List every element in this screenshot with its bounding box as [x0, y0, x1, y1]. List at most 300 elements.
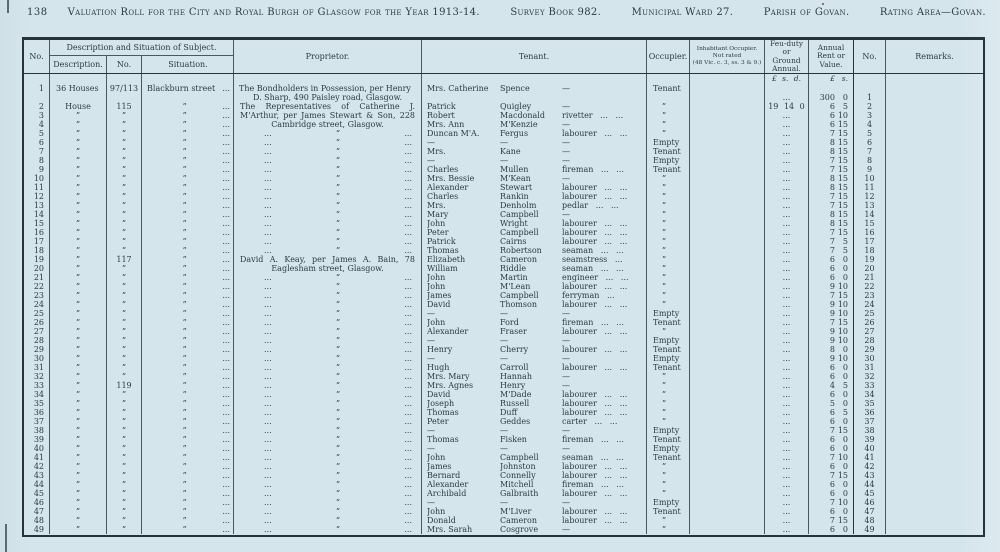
cell-no: 23: [24, 291, 50, 300]
situation-text: ”: [182, 471, 187, 480]
cell-occupier: ”: [647, 489, 690, 498]
cell-occupier: Empty: [647, 156, 690, 165]
cell-no: 49: [24, 525, 50, 534]
rent-pounds: 4: [829, 381, 835, 390]
rent-shillings: 15: [837, 210, 848, 219]
cell-tenant: [422, 156, 647, 165]
cell-tenant: [422, 201, 647, 210]
leader-dots: ...: [404, 327, 412, 336]
cell-proprietor: [234, 228, 422, 237]
cell-proprietor: [234, 363, 422, 372]
cell-annual-rent: [809, 192, 854, 201]
cell-no: 3: [24, 111, 50, 120]
cell-no: 39: [24, 435, 50, 444]
cell-remarks: [886, 309, 983, 318]
leader-dots: ...: [404, 363, 412, 372]
tenant-forename: John: [427, 219, 446, 228]
tenant-surname: Mitchell: [500, 480, 534, 489]
leader-dots: ...: [222, 219, 230, 228]
ditto-mark: ”: [335, 480, 341, 489]
tenant-surname: —: [500, 336, 508, 345]
cell-inhabitant-occupier: [690, 381, 765, 390]
cell-situation: [142, 354, 234, 363]
ditto-mark: ”: [335, 174, 341, 183]
rent-shillings: 0: [842, 444, 848, 453]
rent-pounds: 8: [829, 345, 835, 354]
cell-situation: [142, 390, 234, 399]
cell-situation: [142, 183, 234, 192]
cell-occupier: Empty: [647, 498, 690, 507]
tenant-surname: Fisken: [500, 435, 527, 444]
page-header: [27, 7, 986, 18]
proprietor-ditto: [234, 498, 421, 507]
cell-remarks: [886, 345, 983, 354]
rent-pounds: 9: [829, 327, 835, 336]
leader-dots: ...: [404, 408, 412, 417]
cell-tenant: [422, 237, 647, 246]
cell-inhabitant-occupier: [690, 318, 765, 327]
situation-text: Blackburn street: [147, 83, 216, 93]
cell-no-right: 5: [854, 129, 886, 138]
cell-occupier: Empty: [647, 309, 690, 318]
cell-occupier: ”: [647, 246, 690, 255]
leader-dots: ...: [222, 228, 230, 237]
leader-dots: ...: [264, 246, 272, 255]
tenant-surname: Denholm: [500, 201, 537, 210]
page-title: [68, 7, 986, 18]
header-description: Description.: [50, 56, 107, 73]
ditto-mark: ”: [335, 300, 341, 309]
tenant-surname: Fraser: [500, 327, 527, 336]
cell-occupier: ”: [647, 300, 690, 309]
rent-pounds: 6: [829, 255, 835, 264]
cell-remarks: [886, 147, 983, 156]
cell-tenant: [422, 183, 647, 192]
rent-pounds: 7: [829, 192, 835, 201]
cell-situation: [142, 489, 234, 498]
situation-text: ”: [182, 192, 187, 201]
tenant-surname: M'Liver: [500, 507, 532, 516]
table-row: [24, 255, 983, 264]
leader-dots: ...: [222, 336, 230, 345]
cell-feu-duty: ...: [765, 138, 809, 147]
rent-shillings: 10: [837, 282, 848, 291]
cell-proprietor: [234, 426, 422, 435]
rent-shillings: 15: [837, 165, 848, 174]
cell-occupier: ”: [647, 327, 690, 336]
cell-street-no: ”: [107, 417, 142, 426]
cell-no-right: 17: [854, 237, 886, 246]
cell-remarks: [886, 120, 983, 129]
rent-shillings: 10: [837, 300, 848, 309]
cell-proprietor: [234, 174, 422, 183]
table-row: [24, 156, 983, 165]
cell-occupier: ”: [647, 291, 690, 300]
situation-text: ”: [182, 111, 187, 120]
cell-description: ”: [50, 507, 107, 516]
cell-feu-duty: ...: [765, 201, 809, 210]
cell-situation: [142, 363, 234, 372]
cell-no: 10: [24, 174, 50, 183]
cell-tenant: [422, 525, 647, 534]
cell-tenant: [422, 174, 647, 183]
cell-occupier: ”: [647, 129, 690, 138]
table-row: [24, 264, 983, 273]
cell-occupier: ”: [647, 210, 690, 219]
tenant-occupation: carter ... ...: [562, 417, 618, 426]
cell-proprietor: [234, 246, 422, 255]
leader-dots: ...: [404, 426, 412, 435]
valuation-table: [22, 37, 985, 537]
cell-occupier: ”: [647, 399, 690, 408]
header-desc-group: [50, 40, 234, 73]
cell-description: ”: [50, 489, 107, 498]
cell-description: ”: [50, 174, 107, 183]
leader-dots: ...: [222, 363, 230, 372]
cell-annual-rent: [809, 507, 854, 516]
cell-no: 44: [24, 480, 50, 489]
situation-text: ”: [182, 480, 187, 489]
cell-annual-rent: [809, 219, 854, 228]
table-row: [24, 282, 983, 291]
leader-dots: ...: [404, 210, 412, 219]
cell-tenant: [422, 426, 647, 435]
tenant-surname: Galbraith: [500, 489, 539, 498]
units-cell: [647, 74, 690, 84]
table-row: [24, 201, 983, 210]
cell-occupier: ”: [647, 273, 690, 282]
cell-inhabitant-occupier: [690, 453, 765, 462]
cell-remarks: [886, 183, 983, 192]
tenant-occupation: labourer ... ...: [562, 327, 628, 336]
situation-text: ”: [182, 129, 187, 138]
table-row: [24, 525, 983, 534]
ditto-mark: ”: [335, 417, 341, 426]
cell-no: 16: [24, 228, 50, 237]
units-cell: [690, 74, 765, 84]
leader-dots: ...: [264, 408, 272, 417]
cell-no-right: 42: [854, 462, 886, 471]
cell-annual-rent: [809, 480, 854, 489]
tenant-forename: —: [427, 498, 435, 507]
situation-text: ”: [182, 489, 187, 498]
page-title-main: Valuation Roll for the City and Royal Burgh of Glasgow for the Year 1913-14.: [67, 7, 480, 18]
cell-no-right: 46: [854, 498, 886, 507]
cell-situation: [142, 345, 234, 354]
tenant-forename: —: [427, 336, 435, 345]
leader-dots: ...: [222, 408, 230, 417]
leader-dots: ...: [264, 219, 272, 228]
cell-description: ”: [50, 273, 107, 282]
situation-text: ”: [182, 363, 187, 372]
leader-dots: ...: [264, 174, 272, 183]
leader-dots: ...: [264, 156, 272, 165]
cell-feu-duty: ...: [765, 417, 809, 426]
tenant-forename: David: [427, 300, 451, 309]
tenant-occupation: labourer ... ...: [562, 183, 628, 192]
table-row: [24, 291, 983, 300]
ditto-mark: ”: [335, 273, 341, 282]
tenant-forename: John: [427, 282, 446, 291]
cell-annual-rent: [809, 453, 854, 462]
ditto-mark: ”: [335, 408, 341, 417]
tenant-occupation: labourer ... ...: [562, 237, 628, 246]
cell-tenant: [422, 102, 647, 111]
ditto-mark: ”: [335, 471, 341, 480]
leader-dots: ...: [264, 435, 272, 444]
cell-occupier: Empty: [647, 354, 690, 363]
header-desc-subrow: [50, 56, 233, 73]
tenant-occupation: fireman ... ...: [562, 435, 624, 444]
ditto-mark: ”: [335, 381, 341, 390]
cell-annual-rent: [809, 426, 854, 435]
table-row: [24, 120, 983, 129]
cell-no-right: 28: [854, 336, 886, 345]
situation-text: ”: [182, 219, 187, 228]
tenant-forename: Mary: [427, 210, 449, 219]
cell-no-right: 4: [854, 120, 886, 129]
cell-feu-duty: ...: [765, 129, 809, 138]
cell-feu-duty: ...: [765, 147, 809, 156]
rent-pounds: 6: [829, 417, 835, 426]
cell-tenant: [422, 291, 647, 300]
tenant-surname: Thomson: [500, 300, 537, 309]
cell-no-right: 1: [854, 84, 886, 103]
cell-street-no: ”: [107, 246, 142, 255]
leader-dots: ...: [404, 498, 412, 507]
leader-dots: ...: [404, 165, 412, 174]
leader-dots: ...: [264, 516, 272, 525]
rent-pounds: 8: [829, 183, 835, 192]
cell-feu-duty: ...: [765, 480, 809, 489]
cell-remarks: [886, 507, 983, 516]
cell-tenant: [422, 318, 647, 327]
cell-inhabitant-occupier: [690, 435, 765, 444]
tenant-surname: Stewart: [500, 183, 533, 192]
cell-situation: [142, 246, 234, 255]
rent-shillings: 10: [837, 336, 848, 345]
situation-text: ”: [182, 183, 187, 192]
tenant-forename: Alexander: [427, 183, 469, 192]
cell-street-no: 97/113: [107, 84, 142, 103]
cell-inhabitant-occupier: [690, 498, 765, 507]
leader-dots: ...: [264, 318, 272, 327]
situation-text: ”: [182, 255, 187, 264]
cell-street-no: ”: [107, 300, 142, 309]
tenant-forename: Mrs.: [427, 201, 446, 210]
cell-street-no: ”: [107, 201, 142, 210]
cell-tenant: [422, 336, 647, 345]
proprietor-ditto: [234, 300, 421, 309]
cell-feu-duty: ...: [765, 156, 809, 165]
cell-no: 21: [24, 273, 50, 282]
rent-shillings: 10: [837, 498, 848, 507]
cell-proprietor: [234, 444, 422, 453]
table-row: [24, 426, 983, 435]
cell-no: 11: [24, 183, 50, 192]
cell-no: 40: [24, 444, 50, 453]
cell-street-no: ”: [107, 444, 142, 453]
tenant-occupation: seaman ... ...: [562, 264, 624, 273]
header-inhabitant-line2: Not rated: [712, 53, 742, 60]
cell-situation: [142, 408, 234, 417]
proprietor-ditto: [234, 156, 421, 165]
cell-feu-duty: ...: [765, 291, 809, 300]
cell-annual-rent: [809, 462, 854, 471]
cell-description: ”: [50, 498, 107, 507]
leader-dots: ...: [404, 273, 412, 282]
units-rent-shillings: s.: [841, 74, 848, 84]
situation-text: ”: [182, 300, 187, 309]
cell-proprietor: [234, 147, 422, 156]
header-feu-duty: Feu-duty or Ground Annual.: [765, 40, 809, 73]
leader-dots: ...: [404, 237, 412, 246]
leader-dots: ...: [222, 471, 230, 480]
leader-dots: ...: [222, 498, 230, 507]
tenant-surname: Cherry: [500, 345, 529, 354]
ditto-mark: ”: [335, 210, 341, 219]
tenant-forename: Peter: [427, 228, 449, 237]
cell-no: 29: [24, 345, 50, 354]
cell-proprietor: [234, 507, 422, 516]
table-row: [24, 174, 983, 183]
tenant-occupation: —: [562, 336, 570, 345]
leader-dots: ...: [222, 426, 230, 435]
rent-pounds: 7: [829, 498, 835, 507]
cell-proprietor: [234, 372, 422, 381]
cell-situation: [142, 507, 234, 516]
leader-dots: ...: [222, 83, 230, 93]
situation-text: ”: [182, 156, 187, 165]
municipal-ward-label: Municipal Ward 27.: [631, 7, 734, 18]
cell-annual-rent: [809, 120, 854, 129]
table-row: [24, 435, 983, 444]
rent-shillings: 0: [842, 264, 848, 273]
tenant-surname: Johnston: [500, 462, 536, 471]
rent-shillings: 15: [837, 174, 848, 183]
situation-text: ”: [182, 399, 187, 408]
cell-situation: [142, 237, 234, 246]
tenant-forename: —: [427, 138, 435, 147]
ditto-mark: ”: [335, 201, 341, 210]
cell-inhabitant-occupier: [690, 273, 765, 282]
proprietor-ditto: [234, 282, 421, 291]
situation-text: ”: [182, 390, 187, 399]
tenant-occupation: seaman ... ...: [562, 246, 624, 255]
tenant-occupation: seaman ... ...: [562, 453, 624, 462]
cell-description: ”: [50, 363, 107, 372]
rent-pounds: 6: [829, 390, 835, 399]
tenant-occupation: pedlar ... ...: [562, 201, 619, 210]
proprietor-text: The Representatives of Catherine J.: [240, 102, 415, 111]
ditto-mark: ”: [335, 309, 341, 318]
cell-feu-duty: ...: [765, 489, 809, 498]
proprietor-ditto: [234, 327, 421, 336]
header-inhabitant-line3: (48 Vic. c. 3, ss. 3 & 9.): [692, 59, 762, 66]
leader-dots: ...: [404, 489, 412, 498]
header-no: No.: [24, 40, 50, 73]
cell-occupier: Tenant: [647, 363, 690, 372]
rent-pounds: 5: [829, 399, 835, 408]
cell-proprietor: [234, 120, 422, 129]
situation-text: ”: [182, 147, 187, 156]
cell-inhabitant-occupier: [690, 282, 765, 291]
leader-dots: ...: [264, 228, 272, 237]
cell-remarks: [886, 255, 983, 264]
cell-annual-rent: [809, 255, 854, 264]
rent-pounds: 9: [829, 300, 835, 309]
tenant-forename: Mrs. Ann: [427, 120, 465, 129]
cell-no: 32: [24, 372, 50, 381]
cell-annual-rent: [809, 390, 854, 399]
leader-dots: ...: [404, 282, 412, 291]
rent-pounds: 6: [829, 273, 835, 282]
rent-shillings: 0: [842, 273, 848, 282]
cell-no: 42: [24, 462, 50, 471]
leader-dots: ...: [222, 516, 230, 525]
cell-feu-duty: ...: [765, 120, 809, 129]
scan-speck: [822, 3, 824, 5]
leader-dots: ...: [404, 444, 412, 453]
leader-dots: ...: [264, 426, 272, 435]
cell-no: 37: [24, 417, 50, 426]
situation-text: ”: [182, 426, 187, 435]
leader-dots: ...: [264, 129, 272, 138]
cell-street-no: ”: [107, 219, 142, 228]
tenant-forename: John: [427, 507, 446, 516]
cell-occupier: ”: [647, 480, 690, 489]
cell-occupier: Tenant: [647, 147, 690, 156]
cell-no-right: 35: [854, 399, 886, 408]
cell-no: 17: [24, 237, 50, 246]
rent-shillings: 0: [842, 255, 848, 264]
cell-occupier: Tenant: [647, 84, 690, 103]
cell-description: ”: [50, 417, 107, 426]
cell-proprietor: [234, 255, 422, 264]
cell-inhabitant-occupier: [690, 111, 765, 120]
tenant-surname: —: [500, 138, 508, 147]
proprietor-ditto: [234, 228, 421, 237]
cell-description: ”: [50, 399, 107, 408]
tenant-occupation: —: [562, 120, 570, 129]
ditto-mark: ”: [335, 228, 341, 237]
cell-description: ”: [50, 228, 107, 237]
cell-occupier: ”: [647, 219, 690, 228]
tenant-occupation: labourer ... ...: [562, 300, 628, 309]
cell-no: 30: [24, 354, 50, 363]
cell-proprietor: [234, 300, 422, 309]
situation-text: ”: [182, 291, 187, 300]
cell-inhabitant-occupier: [690, 165, 765, 174]
cell-remarks: [886, 381, 983, 390]
cell-inhabitant-occupier: [690, 354, 765, 363]
cell-tenant: [422, 111, 647, 120]
proprietor-ditto: [234, 201, 421, 210]
leader-dots: ...: [404, 201, 412, 210]
cell-street-no: ”: [107, 273, 142, 282]
cell-tenant: [422, 210, 647, 219]
units-row: [24, 74, 983, 84]
rent-shillings: 0: [842, 363, 848, 372]
cell-proprietor: [234, 84, 422, 103]
cell-description: ”: [50, 183, 107, 192]
cell-proprietor: [234, 399, 422, 408]
cell-occupier: Tenant: [647, 165, 690, 174]
cell-feu-duty: ...: [765, 507, 809, 516]
cell-remarks: [886, 354, 983, 363]
leader-dots: ...: [222, 480, 230, 489]
proprietor-ditto: [234, 237, 421, 246]
